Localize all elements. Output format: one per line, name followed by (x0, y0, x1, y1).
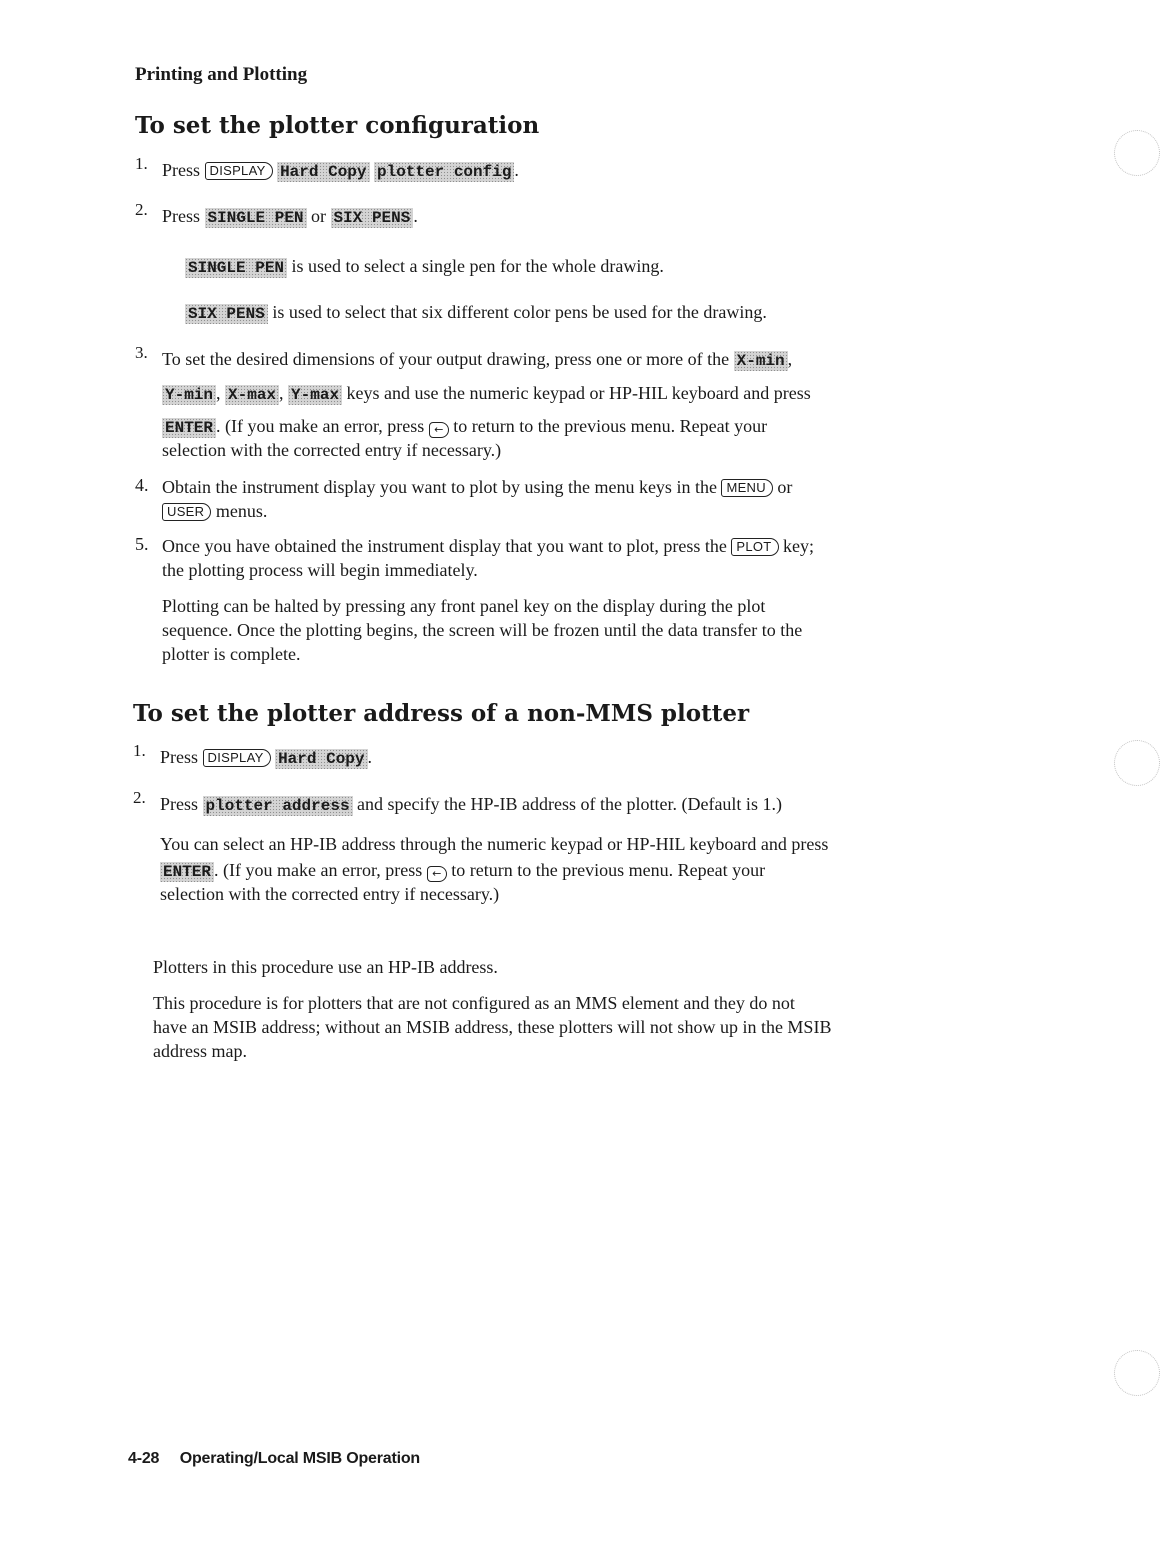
step-5-line-2: the plotting process will begin immediately. (162, 560, 478, 580)
page-footer (128, 1450, 420, 1468)
punch-hole-decoration (1114, 1350, 1160, 1396)
step-text: . (If you make an error, press (214, 860, 423, 880)
punch-hole-decoration (1114, 740, 1160, 786)
section-title-plotter-address: To set the plotter address of a non-MMS plotter (133, 700, 750, 727)
x-min-softkey: X-min (734, 351, 788, 371)
single-pen-description (185, 254, 664, 278)
s2-para-line-3: selection with the corrected entry if necessary.) (160, 884, 500, 904)
press-text: Press (162, 160, 201, 180)
period: . (367, 747, 372, 767)
s2-step-1-line (160, 745, 372, 769)
display-key: DISPLAY (203, 749, 271, 767)
step-3-line-3 (162, 414, 767, 438)
plot-key: PLOT (731, 538, 778, 556)
description-text: is used to select that six different color pens be used for the drawing. (272, 302, 767, 322)
x-max-softkey: X-max (225, 385, 279, 405)
y-max-softkey: Y-max (288, 385, 342, 405)
comma: , (216, 383, 221, 403)
step-text: To set the desired dimensions of your output drawing, press one or more of the (162, 349, 730, 369)
step-text: keys and use the numeric keypad or HP-HIL keyboard and press (346, 383, 811, 403)
comma: , (279, 383, 284, 403)
page-number: 4-28 (128, 1450, 160, 1467)
plotter-address-softkey: plotter address (203, 796, 353, 816)
hard-copy-softkey: Hard Copy (277, 162, 369, 182)
comma: , (787, 349, 793, 369)
step-number: 1. (133, 741, 146, 760)
six-pens-softkey: SIX PENS (331, 208, 414, 228)
note-line: sequence. Once the plotting begins, the screen will be frozen until the data transfer to the (162, 620, 803, 640)
step-number: 3. (135, 343, 148, 362)
step-text: to return to the previous menu. Repeat your (453, 416, 768, 436)
step-3-line-4: selection with the corrected entry if necessary.) (162, 440, 502, 460)
or-text: or (311, 206, 327, 226)
hard-copy-softkey: Hard Copy (275, 749, 367, 769)
y-min-softkey: Y-min (162, 385, 216, 405)
step-5-line-1 (162, 534, 814, 558)
punch-hole-decoration (1114, 130, 1160, 176)
single-pen-softkey: SINGLE PEN (205, 208, 307, 228)
user-key: USER (162, 503, 211, 521)
chapter-title: Operating/Local MSIB Operation (179, 1450, 420, 1467)
press-text: Press (160, 794, 199, 814)
step-text: Once you have obtained the instrument display that you want to plot, press the (162, 536, 727, 556)
step-3-line-1 (162, 347, 792, 371)
press-text: Press (162, 206, 201, 226)
six-pens-softkey: SIX PENS (185, 304, 268, 324)
running-head: Printing and Plotting (135, 64, 308, 85)
press-text: Press (160, 747, 199, 767)
step-4-line-2 (162, 499, 267, 523)
step-text: to return to the previous menu. Repeat your (451, 860, 766, 880)
step-4-line-1 (162, 475, 792, 499)
s2-para-line-2 (160, 858, 765, 882)
note-line: This procedure is for plotters that are not configured as an MMS element and they do not (153, 993, 795, 1013)
step-number: 4. (135, 475, 149, 495)
section-title-plotter-configuration: To set the plotter configuration (135, 112, 540, 139)
back-arrow-key-icon: ← (427, 866, 447, 882)
step-3-line-2 (162, 381, 811, 405)
note-line: address map. (153, 1041, 247, 1061)
description-text: is used to select a single pen for the whole drawing. (291, 256, 664, 276)
step-text: and specify the HP-IB address of the plotter. (Default is 1.) (357, 794, 782, 814)
menu-key: MENU (721, 479, 772, 497)
step-2-line (162, 204, 418, 228)
step-text: key; (783, 536, 815, 556)
step-number: 2. (135, 200, 148, 219)
period: . (413, 206, 418, 226)
step-text: Obtain the instrument display you want to plot by using the menu keys in the (162, 477, 717, 497)
single-pen-softkey: SINGLE PEN (185, 258, 287, 278)
display-key: DISPLAY (205, 162, 273, 180)
period: . (514, 160, 519, 180)
note-line: Plotting can be halted by pressing any front panel key on the display during the plot (162, 596, 766, 616)
plotter-config-softkey: plotter config (374, 162, 514, 182)
s2-step-2-line (160, 792, 782, 816)
step-number: 2. (133, 788, 146, 807)
step-number: 5. (135, 534, 149, 554)
enter-softkey: ENTER (162, 418, 216, 438)
step-1-line (162, 158, 519, 182)
six-pens-description (185, 300, 767, 324)
enter-softkey: ENTER (160, 862, 214, 882)
s2-para-line-1: You can select an HP-IB address through the numeric keypad or HP-HIL keyboard and press (160, 834, 829, 854)
step-text: . (If you make an error, press (216, 416, 425, 436)
note-line: plotter is complete. (162, 644, 301, 664)
note-line: Plotters in this procedure use an HP-IB address. (153, 957, 498, 977)
step-number: 1. (135, 154, 148, 173)
step-text: menus. (215, 501, 268, 521)
or-text: or (777, 477, 793, 497)
note-line: have an MSIB address; without an MSIB address, these plotters will not show up in the MSIB (153, 1017, 832, 1037)
back-arrow-key-icon: ← (429, 422, 449, 438)
